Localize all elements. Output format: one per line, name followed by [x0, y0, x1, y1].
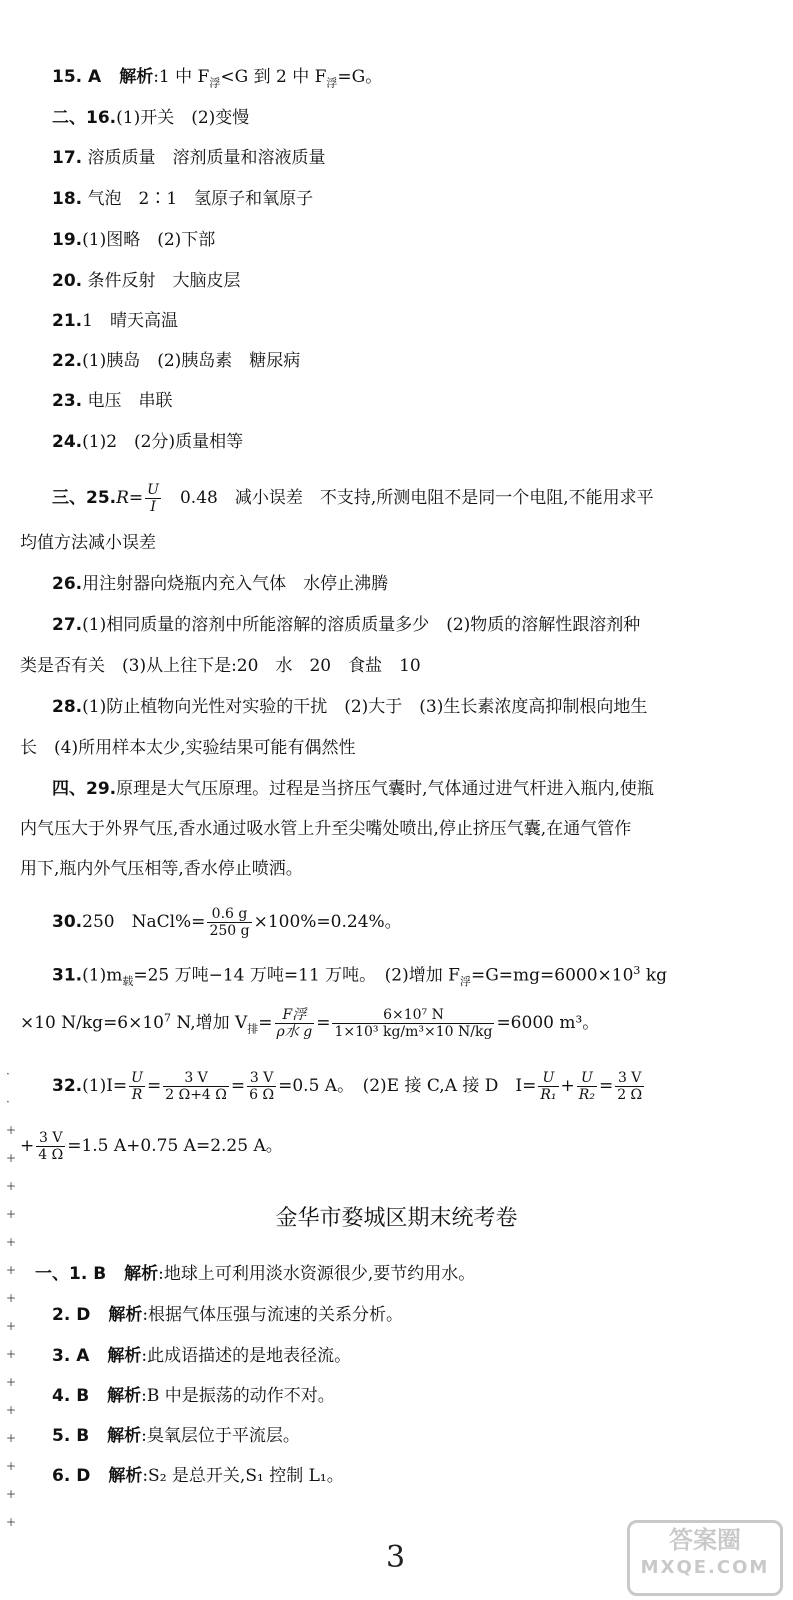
- answer-24: 24.(1)2 (2分)质量相等: [52, 432, 244, 452]
- fraction: $\frac{\text{6×10⁷ N}}{\text{1×10³ kg/m³×10 N/kg}}$: [334, 1007, 493, 1040]
- fraction: $\frac{\text{F浮}}{\text{ρ水 g}}$: [276, 1007, 313, 1040]
- answer-28-cont: 长 (4)所用样本太少,实验结果可能有偶然性: [20, 738, 356, 758]
- answer-25: 三、25.R= $\frac{U}{I}$ 0.48 减小误差 不支持,所测电阻不是同一个电阻,不能用求平: [52, 482, 654, 515]
- fraction: $\frac{U}{I}$: [147, 482, 159, 515]
- answer-22: 22.(1)胰岛 (2)胰岛素 糖尿病: [52, 351, 301, 371]
- answer-29-cont2: 用下,瓶内外气压相等,香水停止喷洒。: [20, 859, 303, 879]
- answer-25-cont: 均值方法减小误差: [20, 533, 156, 553]
- section-title: 金华市婺城区期末统考卷: [275, 1206, 518, 1231]
- answer-p2-6: 6. D 解析:S₂ 是总开关,S₁ 控制 L₁。: [52, 1466, 344, 1486]
- answer-21: 21.1 晴天高温: [52, 311, 178, 331]
- fraction: $\frac{0.6 g}{250 g}$: [209, 906, 250, 939]
- binding-marks: · · + + + + + + + + + + + + + + +: [6, 1067, 17, 1529]
- answer-31: $31.(1)m_载=25$ 万吨−14 万吨=11 万吨。 (2)增加 $F_浮=G=mg=6000\times 10^3$ kg: [52, 964, 668, 989]
- answer-31-cont: ×10 $N/kg=6\times 10^7$ N,增加 $V_排=$ $\frac{\text{F浮}}{\text{ρ水 g}}$ = $\frac{\text{6×10⁷ N}}{\text{1×10³ kg/m³×10 N/kg}}$ =6000 m³。: [20, 1007, 600, 1040]
- answer-30: 30.250 NaCl%= $\frac{0.6 g}{250 g}$ ×100%=0.24%。: [52, 906, 402, 939]
- answer-17: 17. 溶质质量 溶剂质量和溶液质量: [52, 148, 326, 168]
- page-number: 3: [386, 1540, 406, 1575]
- answer-32: 32.(1)I= $\frac{U}{R}$ = $\frac{3 V}{2 \Omega+4 \Omega}$ = $\frac{3 V}{6 \Omega}$ =0.5 A。 (2)E 接 C,A 接 D I= $\frac{U}{\text{R₁}}$ + $\frac{U}{\text{R₂}}$ = $\frac{3 V}{2 \Omega}$: [52, 1070, 643, 1103]
- answer-26: 26.用注射器向烧瓶内充入气体 水停止沸腾: [52, 574, 389, 594]
- answer-27: 27.(1)相同质量的溶剂中所能溶解的溶质质量多少 (2)物质的溶解性跟溶剂种: [52, 615, 641, 635]
- answer-20: 20. 条件反射 大脑皮层: [52, 271, 241, 291]
- answer-p2-5: 5. B 解析:臭氧层位于平流层。: [52, 1426, 300, 1446]
- answer-23: 23. 电压 串联: [52, 391, 173, 411]
- fraction: $\frac{U}{R}$: [131, 1070, 143, 1103]
- fraction: $\frac{3 V}{6 \Omega}$: [249, 1070, 275, 1103]
- fraction: $\frac{3 V}{4 \Omega}$: [38, 1130, 64, 1163]
- fraction: $\frac{U}{\text{R₂}}$: [578, 1070, 595, 1103]
- answer-29: 四、29.原理是大气压原理。过程是当挤压气囊时,气体通过进气杆进入瓶内,使瓶: [52, 779, 654, 799]
- fraction: $\frac{3 V}{2 \Omega}$: [617, 1070, 643, 1103]
- watermark-logo: 答案圈 MXQE.COM: [627, 1520, 783, 1596]
- answer-19: 19.(1)图略 (2)下部: [52, 230, 216, 250]
- answer-p2-1: 一、1. B 解析:地球上可利用淡水资源很少,要节约用水。: [35, 1264, 476, 1284]
- answer-27-cont: 类是否有关 (3)从上往下是:20 水 20 食盐 10: [20, 656, 421, 676]
- answer-16: 二、16.(1)开关 (2)变慢: [52, 108, 250, 128]
- answer-p2-3: 3. A 解析:此成语描述的是地表径流。: [52, 1346, 352, 1366]
- answer-p2-2: 2. D 解析:根据气体压强与流速的关系分析。: [52, 1305, 404, 1325]
- answer-18: 18. 气泡 2∶1 氢原子和氧原子: [52, 189, 314, 209]
- answer-p2-4: 4. B 解析:B 中是振荡的动作不对。: [52, 1386, 335, 1406]
- answer-29-cont1: 内气压大于外界气压,香水通过吸水管上升至尖嘴处喷出,停止挤压气囊,在通气管作: [20, 819, 632, 839]
- answer-15: 15. A 解析:1 中 $F_浮<G$ 到 2 中 $F_浮=G$。: [52, 67, 383, 90]
- answer-28: 28.(1)防止植物向光性对实验的干扰 (2)大于 (3)生长素浓度高抑制根向地生: [52, 697, 648, 717]
- fraction: $\frac{U}{\text{R₁}}$: [540, 1070, 557, 1103]
- fraction: $\frac{3 V}{2 \Omega+4 \Omega}$: [165, 1070, 227, 1103]
- answer-32-cont: + $\frac{3 V}{4 \Omega}$ =1.5 A+0.75 A=2.25 A。: [20, 1130, 283, 1163]
